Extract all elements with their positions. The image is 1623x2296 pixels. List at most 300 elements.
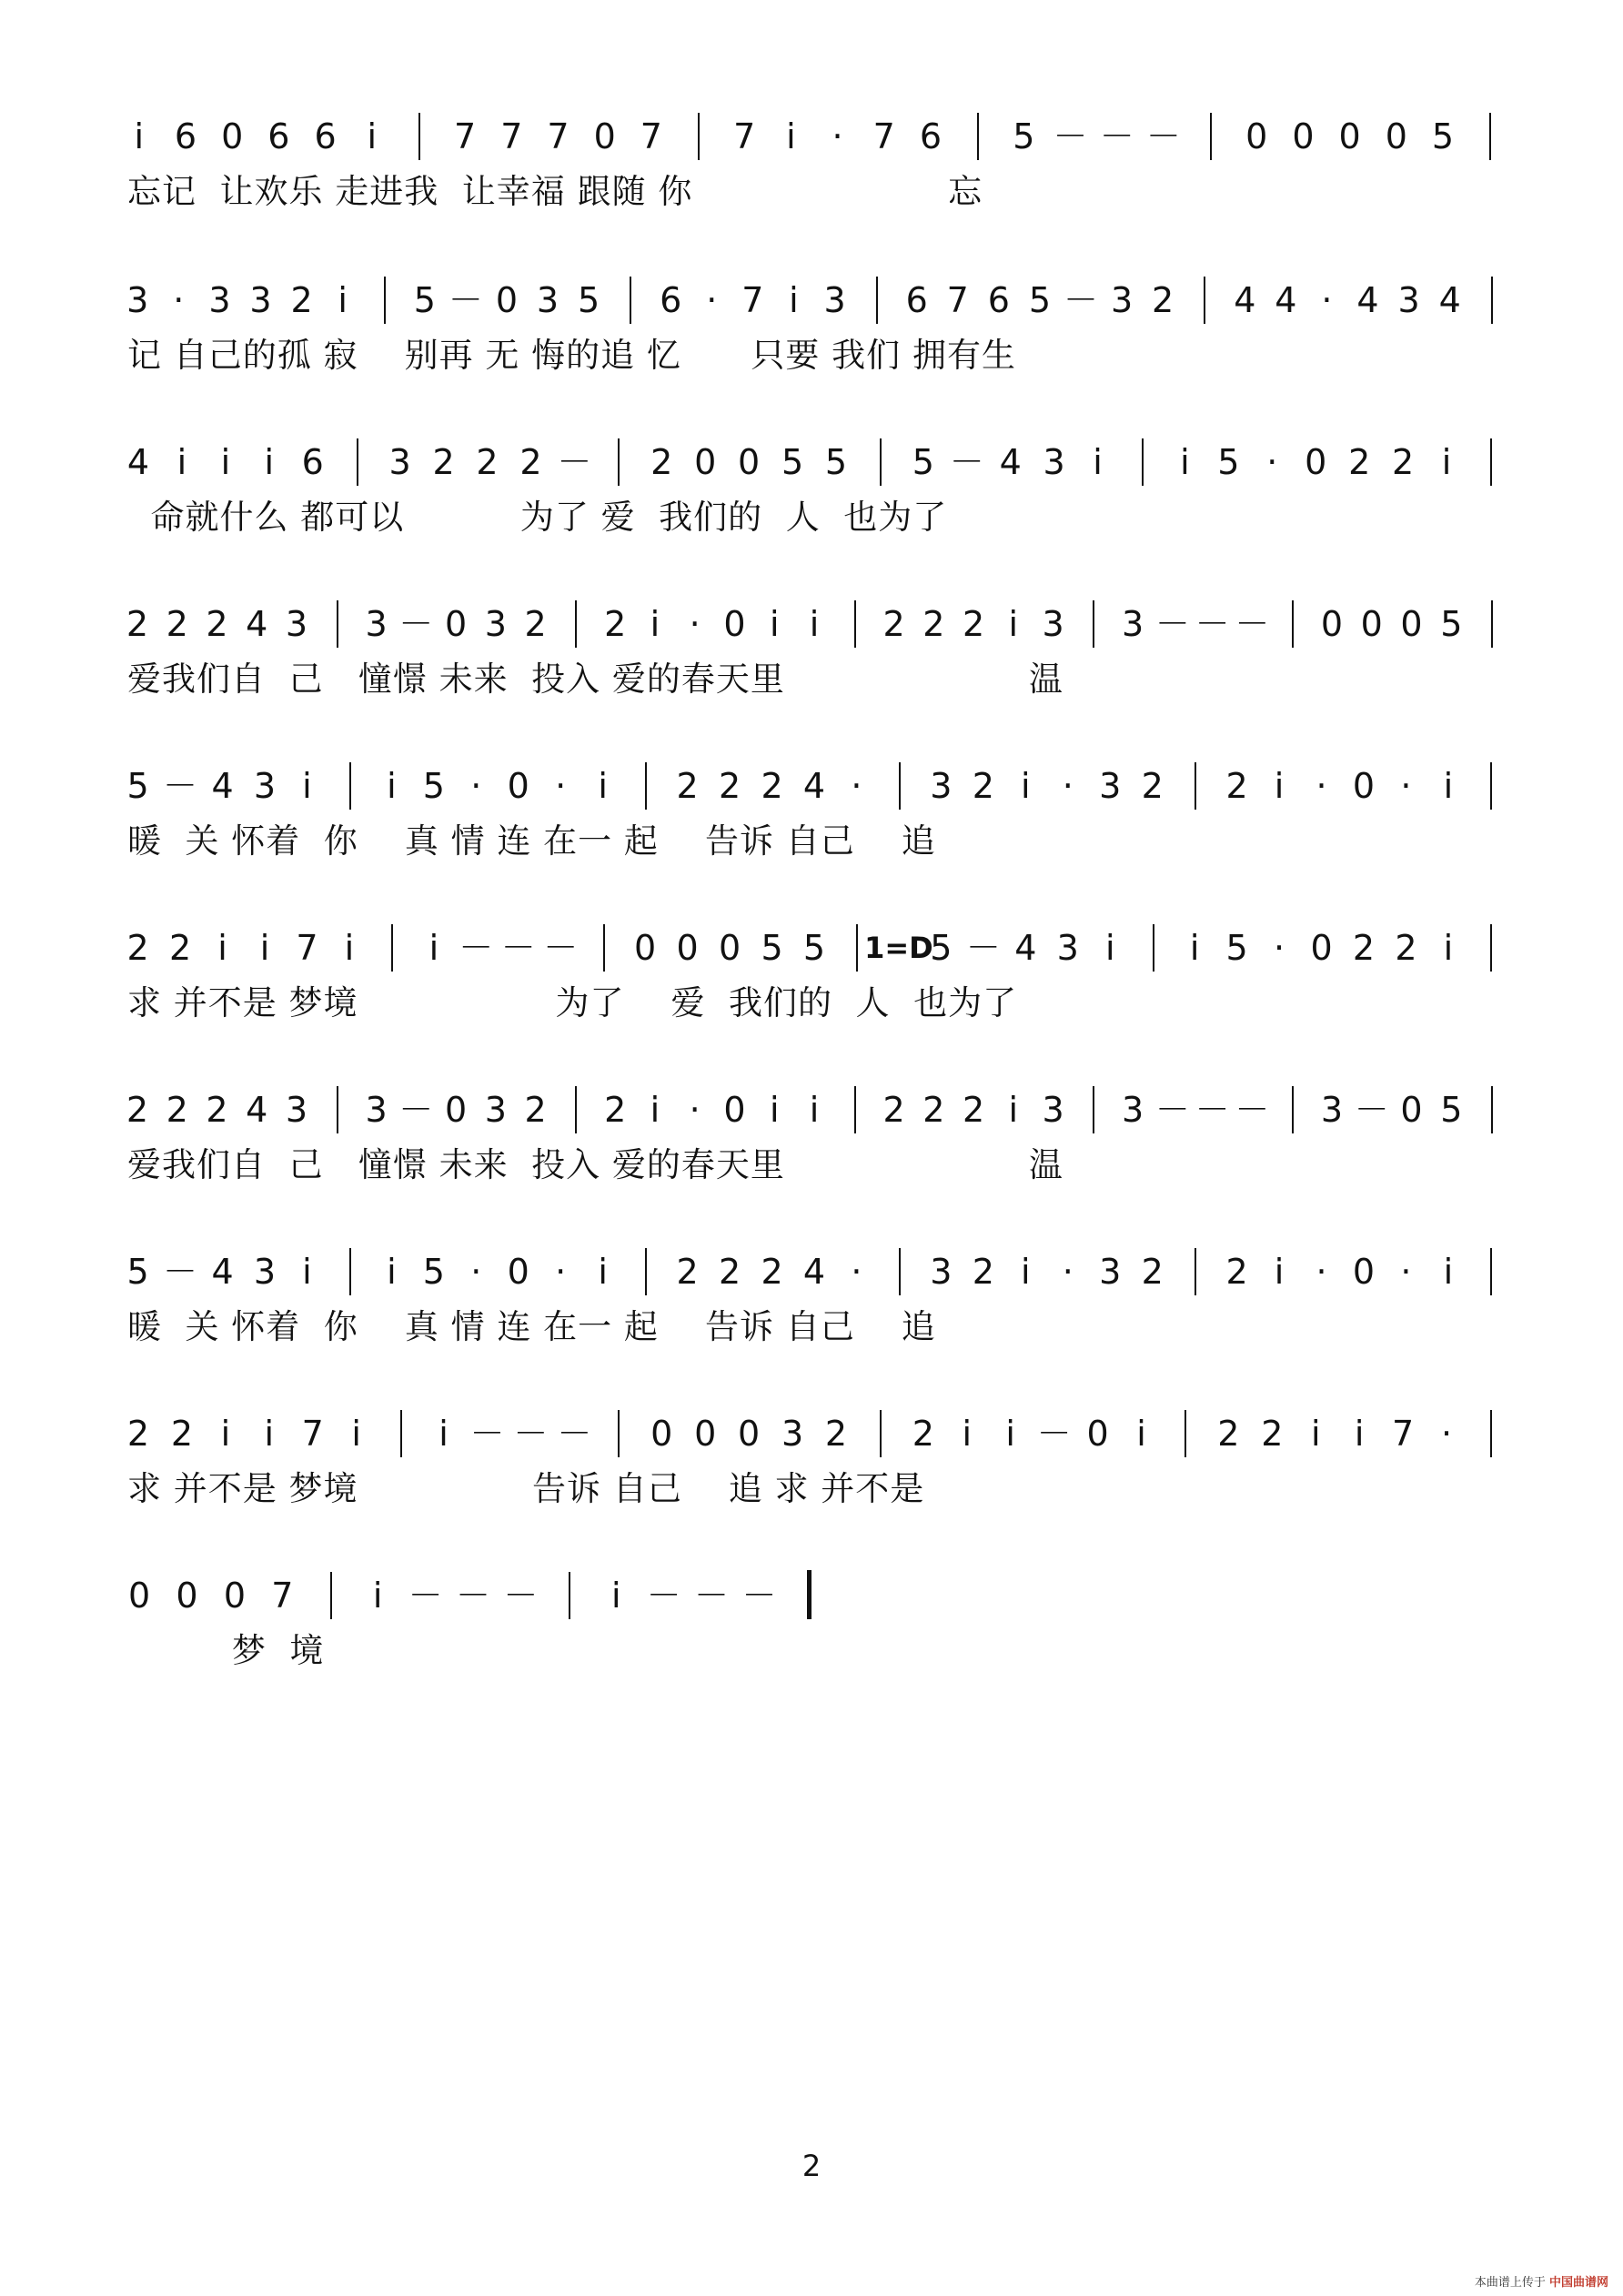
- note-token: 2: [604, 604, 627, 644]
- note-token: 3: [930, 1252, 953, 1292]
- notation-line: [127, 1406, 1510, 1461]
- note-token: 2: [962, 1090, 985, 1130]
- note-token: ·: [706, 280, 718, 320]
- score-row: [0, 1083, 1623, 1201]
- note-token: －: [163, 1252, 198, 1292]
- note-token: i: [220, 442, 231, 482]
- note-token: 0: [1360, 604, 1383, 644]
- note-token: 2: [476, 442, 499, 482]
- note-token: 4: [246, 1090, 268, 1130]
- barline: [1491, 600, 1493, 648]
- note-token: 0: [694, 442, 717, 482]
- note-token: 3: [365, 604, 388, 644]
- note-token: 2: [1395, 928, 1417, 968]
- lyrics-line: 爱我们自 己 憧憬 未来 投入 爱的春天里 温: [127, 660, 1064, 699]
- note-token: ·: [1316, 1252, 1327, 1292]
- note-token: 0: [1338, 116, 1361, 156]
- barline: [618, 1410, 620, 1457]
- note-token: －: [163, 766, 198, 806]
- note-token: 7: [872, 116, 895, 156]
- barline: [1204, 277, 1205, 324]
- barline: [349, 1248, 351, 1295]
- note-token: 6: [905, 280, 928, 320]
- note-token: 5: [1013, 116, 1035, 156]
- note-token: 2: [718, 766, 741, 806]
- note-token: 0: [723, 604, 746, 644]
- note-token: 2: [206, 604, 228, 644]
- note-token: 2: [126, 928, 149, 968]
- note-token: i: [769, 604, 780, 644]
- note-token: 4: [211, 766, 234, 806]
- note-token: 7: [547, 116, 570, 156]
- note-token: 3: [365, 1090, 388, 1130]
- note-token: 2: [922, 1090, 945, 1130]
- note-token: i: [809, 604, 820, 644]
- note-token: 4: [1438, 280, 1461, 320]
- note-token: 5: [126, 766, 149, 806]
- note-token: 3: [1122, 604, 1144, 644]
- note-token: ·: [1274, 928, 1285, 968]
- note-token: ·: [1062, 1252, 1074, 1292]
- note-token: i: [1310, 1414, 1321, 1454]
- note-token: i: [786, 116, 796, 156]
- note-token: ·: [1400, 1252, 1412, 1292]
- barline: [880, 1410, 882, 1457]
- note-token: ·: [1321, 280, 1333, 320]
- note-token: －: [1053, 116, 1088, 156]
- note-token: 3: [208, 280, 231, 320]
- note-token: 4: [1275, 280, 1297, 320]
- note-token: 2: [1352, 928, 1376, 968]
- notation-line: [127, 1568, 1510, 1623]
- note-token: 6: [919, 116, 943, 156]
- note-token: i: [1443, 1252, 1454, 1292]
- note-token: i: [351, 1414, 361, 1454]
- note-token: i: [372, 1576, 383, 1616]
- note-token: 0: [1385, 116, 1407, 156]
- barline: [337, 1086, 338, 1133]
- note-token: 7: [1392, 1414, 1415, 1454]
- barline: [1490, 438, 1492, 486]
- note-token: 5: [1440, 604, 1463, 644]
- lyrics-line: 忘记 让欢乐 走进我 让幸福 跟随 你 忘: [127, 172, 983, 211]
- note-token: 4: [802, 766, 826, 806]
- note-token: －: [503, 1576, 539, 1616]
- note-token: i: [1136, 1414, 1146, 1454]
- note-token: 3: [1397, 280, 1420, 320]
- note-token: 0: [495, 280, 519, 320]
- score-row: [0, 109, 1623, 227]
- barline: [876, 277, 878, 324]
- note-token: 2: [126, 604, 149, 644]
- note-token: i: [259, 928, 270, 968]
- note-token: i: [598, 1252, 608, 1292]
- note-token: 2: [676, 766, 699, 806]
- barline: [1093, 1086, 1094, 1133]
- note-token: －: [1154, 604, 1190, 644]
- barline: [575, 1086, 577, 1133]
- note-token: －: [398, 1090, 434, 1130]
- score-row: [0, 435, 1623, 553]
- note-token: 3: [930, 766, 953, 806]
- lyrics-line: 暖 关 怀着 你 真 情 连 在一 起 告诉 自己 追: [127, 821, 936, 861]
- note-token: 2: [1217, 1414, 1240, 1454]
- note-token: 3: [1043, 442, 1065, 482]
- barline: [575, 600, 577, 648]
- note-token: 0: [507, 1252, 529, 1292]
- note-token: －: [448, 280, 483, 320]
- note-token: 7: [271, 1576, 294, 1616]
- note-token: 2: [761, 766, 783, 806]
- notation-line: [127, 273, 1510, 327]
- note-token: －: [694, 1576, 730, 1616]
- note-token: －: [459, 928, 494, 968]
- lyrics-line: 求 并不是 梦境 为了 爱 我们的 人 也为了: [127, 983, 1018, 1022]
- note-token: －: [557, 1414, 592, 1454]
- note-token: ·: [1266, 442, 1278, 482]
- barline: [1292, 600, 1294, 648]
- note-token: 5: [422, 1252, 445, 1292]
- note-token: i: [220, 1414, 231, 1454]
- note-token: i: [1104, 928, 1115, 968]
- note-token: i: [1189, 928, 1200, 968]
- note-token: 0: [1086, 1414, 1109, 1454]
- note-token: i: [134, 116, 145, 156]
- note-token: 2: [1261, 1414, 1284, 1454]
- score-row: [0, 921, 1623, 1039]
- note-token: 2: [824, 1414, 848, 1454]
- score-row: [0, 1406, 1623, 1525]
- note-token: 6: [267, 116, 290, 156]
- note-token: i: [1180, 442, 1190, 482]
- note-token: 3: [1042, 604, 1064, 644]
- note-token: 0: [1352, 766, 1376, 806]
- barline: [1292, 1086, 1294, 1133]
- note-token: 4: [1234, 280, 1256, 320]
- barline: [1093, 600, 1094, 648]
- barline: [645, 1248, 647, 1295]
- note-token: 5: [912, 442, 934, 482]
- note-token: 0: [1305, 442, 1327, 482]
- note-token: 3: [1042, 1090, 1064, 1130]
- note-token: 2: [519, 442, 542, 482]
- note-token: ·: [851, 766, 862, 806]
- note-token: 2: [206, 1090, 228, 1130]
- barline: [854, 600, 856, 648]
- note-token: 3: [1099, 1252, 1122, 1292]
- barline: [569, 1572, 570, 1619]
- note-token: i: [1443, 766, 1454, 806]
- barline: [337, 600, 338, 648]
- note-token: ·: [173, 280, 185, 320]
- score-row: [0, 597, 1623, 715]
- barline: [1489, 113, 1491, 160]
- note-token: i: [650, 1090, 660, 1130]
- note-token: 2: [972, 766, 994, 806]
- note-token: 2: [761, 1252, 783, 1292]
- barline: [630, 277, 631, 324]
- note-token: ·: [1062, 766, 1074, 806]
- note-token: 2: [168, 928, 192, 968]
- note-token: －: [1235, 604, 1270, 644]
- note-token: i: [1093, 442, 1103, 482]
- note-token: 7: [454, 116, 477, 156]
- note-token: 4: [126, 442, 150, 482]
- note-token: 2: [1141, 1252, 1164, 1292]
- score-row: [0, 1244, 1623, 1363]
- note-token: 0: [694, 1414, 717, 1454]
- note-token: 5: [802, 928, 826, 968]
- note-token: 0: [676, 928, 699, 968]
- note-token: 0: [444, 1090, 468, 1130]
- note-token: 0: [738, 1414, 761, 1454]
- note-token: i: [1008, 604, 1019, 644]
- note-token: －: [469, 1414, 505, 1454]
- note-token: 0: [1400, 604, 1423, 644]
- notation-line: [127, 435, 1510, 489]
- note-token: i: [1021, 1252, 1031, 1292]
- final-barline: [807, 1570, 812, 1619]
- note-token: 3: [1099, 766, 1122, 806]
- note-token: 5: [126, 1252, 149, 1292]
- note-token: i: [962, 1414, 973, 1454]
- note-token: －: [646, 1576, 681, 1616]
- barline: [880, 438, 882, 486]
- note-token: －: [1099, 116, 1134, 156]
- barline: [349, 762, 351, 810]
- note-token: 2: [1348, 442, 1371, 482]
- note-token: 2: [126, 1090, 149, 1130]
- note-token: 3: [1122, 1090, 1144, 1130]
- note-token: 2: [1152, 280, 1174, 320]
- note-token: 5: [413, 280, 436, 320]
- note-token: 0: [221, 116, 244, 156]
- barline: [1491, 277, 1493, 324]
- note-token: i: [302, 766, 312, 806]
- score-row: [0, 1568, 1623, 1687]
- notation-line: [127, 1244, 1510, 1299]
- note-token: －: [513, 1414, 549, 1454]
- note-token: 5: [1440, 1090, 1463, 1130]
- footer-credit: [1475, 2272, 1608, 2290]
- note-token: －: [1145, 116, 1181, 156]
- note-token: 6: [301, 442, 324, 482]
- note-token: 4: [999, 442, 1022, 482]
- note-token: 4: [802, 1252, 826, 1292]
- note-token: i: [428, 928, 439, 968]
- note-token: i: [789, 280, 799, 320]
- note-token: 3: [1320, 1090, 1344, 1130]
- page-number: 2: [801, 2149, 822, 2183]
- note-token: 2: [676, 1252, 699, 1292]
- note-token: －: [949, 442, 984, 482]
- barline: [1184, 1410, 1186, 1457]
- note-token: 3: [536, 280, 559, 320]
- note-token: 5: [422, 766, 445, 806]
- note-token: 2: [718, 1252, 741, 1292]
- note-token: －: [455, 1576, 491, 1616]
- note-token: 0: [650, 1414, 673, 1454]
- notation-line: [127, 597, 1510, 651]
- note-token: 0: [1400, 1090, 1423, 1130]
- note-token: 3: [285, 604, 308, 644]
- note-token: 0: [1320, 604, 1344, 644]
- note-token: 0: [1292, 116, 1315, 156]
- note-token: ·: [555, 1252, 567, 1292]
- note-token: ·: [1400, 766, 1412, 806]
- lyrics-line: 爱我们自 己 憧憬 未来 投入 爱的春天里 温: [127, 1145, 1064, 1184]
- note-token: 2: [1392, 442, 1415, 482]
- barline: [1490, 924, 1492, 972]
- note-token: 7: [301, 1414, 324, 1454]
- note-token: 3: [1110, 280, 1134, 320]
- barline: [1195, 1248, 1196, 1295]
- note-token: 5: [761, 928, 783, 968]
- note-token: 3: [484, 604, 507, 644]
- note-token: i: [1008, 1090, 1019, 1130]
- note-token: ·: [1441, 1414, 1453, 1454]
- note-token: 4: [246, 604, 268, 644]
- note-token: i: [1021, 766, 1031, 806]
- note-token: －: [1036, 1414, 1072, 1454]
- note-token: 1=D: [864, 931, 933, 965]
- note-token: ·: [470, 1252, 482, 1292]
- note-token: ·: [1316, 766, 1327, 806]
- lyrics-line: 记 自己的孤 寂 别再 无 悔的追 忆 只要 我们 拥有生: [127, 336, 1016, 375]
- note-token: －: [965, 928, 1001, 968]
- note-token: i: [1443, 928, 1454, 968]
- note-token: 0: [1245, 116, 1268, 156]
- note-token: 5: [1028, 280, 1051, 320]
- note-token: i: [1274, 1252, 1285, 1292]
- note-token: －: [1195, 1090, 1230, 1130]
- footer-text: 本曲谱上传于: [1474, 2276, 1546, 2290]
- note-token: 2: [170, 1414, 193, 1454]
- note-token: 5: [1225, 928, 1248, 968]
- lyrics-line: 求 并不是 梦境 告诉 自己 追 求 并不是: [127, 1469, 925, 1508]
- note-token: 2: [1141, 766, 1164, 806]
- note-token: 2: [882, 604, 905, 644]
- note-token: i: [439, 1414, 449, 1454]
- note-token: 0: [444, 604, 468, 644]
- note-token: 0: [223, 1576, 247, 1616]
- lyrics-line: 命就什么 都可以 为了 爱 我们的 人 也为了: [127, 498, 948, 537]
- note-token: i: [1354, 1414, 1365, 1454]
- note-token: ·: [470, 766, 482, 806]
- note-token: 2: [524, 604, 547, 644]
- note-token: 2: [1225, 766, 1248, 806]
- note-token: 2: [166, 1090, 188, 1130]
- score-row: [0, 759, 1623, 877]
- barline: [618, 438, 620, 486]
- barline: [977, 113, 979, 160]
- note-token: 4: [211, 1252, 234, 1292]
- note-token: －: [1063, 280, 1098, 320]
- note-token: －: [557, 442, 592, 482]
- barline: [1195, 762, 1196, 810]
- note-token: 0: [723, 1090, 746, 1130]
- note-token: 0: [1310, 928, 1333, 968]
- barline: [357, 438, 358, 486]
- note-token: 2: [972, 1252, 994, 1292]
- note-token: i: [217, 928, 227, 968]
- barline: [603, 924, 605, 972]
- barline: [1142, 438, 1144, 486]
- note-token: 6: [314, 116, 337, 156]
- barline: [698, 113, 700, 160]
- note-token: 7: [640, 116, 662, 156]
- note-token: 5: [577, 280, 600, 320]
- note-token: 2: [912, 1414, 934, 1454]
- note-token: 3: [484, 1090, 507, 1130]
- note-token: ·: [555, 766, 567, 806]
- notation-line: [127, 921, 1510, 975]
- note-token: 5: [1217, 442, 1240, 482]
- note-token: 0: [634, 928, 657, 968]
- note-token: 2: [166, 604, 188, 644]
- note-token: 2: [290, 280, 313, 320]
- barline: [899, 762, 901, 810]
- note-token: 5: [930, 928, 953, 968]
- note-token: i: [387, 1252, 397, 1292]
- barline: [384, 277, 386, 324]
- barline: [1153, 924, 1154, 972]
- note-token: 2: [1225, 1252, 1248, 1292]
- note-token: 0: [507, 766, 529, 806]
- note-token: 3: [253, 1252, 277, 1292]
- note-token: 2: [604, 1090, 627, 1130]
- footer-brand: 中国曲谱网: [1548, 2276, 1608, 2290]
- note-token: 5: [781, 442, 804, 482]
- barline: [854, 1086, 856, 1133]
- note-token: i: [1005, 1414, 1015, 1454]
- note-token: 3: [126, 280, 149, 320]
- note-token: 4: [1356, 280, 1379, 320]
- note-token: i: [1441, 442, 1452, 482]
- note-token: －: [543, 928, 579, 968]
- note-token: 7: [733, 116, 756, 156]
- barline: [330, 1572, 332, 1619]
- note-token: 2: [126, 1414, 150, 1454]
- note-token: 0: [718, 928, 741, 968]
- barline: [1490, 1248, 1492, 1295]
- note-token: 7: [500, 116, 523, 156]
- barline: [899, 1248, 901, 1295]
- notation-line: [127, 1083, 1510, 1137]
- note-token: 0: [176, 1576, 198, 1616]
- lyrics-line: 梦 境: [127, 1631, 325, 1670]
- note-token: 6: [174, 116, 197, 156]
- note-token: 5: [824, 442, 848, 482]
- note-token: 6: [660, 280, 682, 320]
- note-token: 7: [946, 280, 969, 320]
- barline: [400, 1410, 402, 1457]
- note-token: 0: [1352, 1252, 1376, 1292]
- note-token: －: [398, 604, 434, 644]
- note-token: －: [1354, 1090, 1389, 1130]
- barline: [418, 113, 420, 160]
- note-token: i: [176, 442, 187, 482]
- note-token: 2: [922, 604, 945, 644]
- note-token: 4: [1014, 928, 1037, 968]
- note-token: i: [302, 1252, 312, 1292]
- note-token: i: [610, 1576, 621, 1616]
- barline: [1210, 113, 1212, 160]
- score-row: [0, 273, 1623, 391]
- note-token: 7: [741, 280, 764, 320]
- note-token: ·: [689, 604, 701, 644]
- note-token: －: [1195, 604, 1230, 644]
